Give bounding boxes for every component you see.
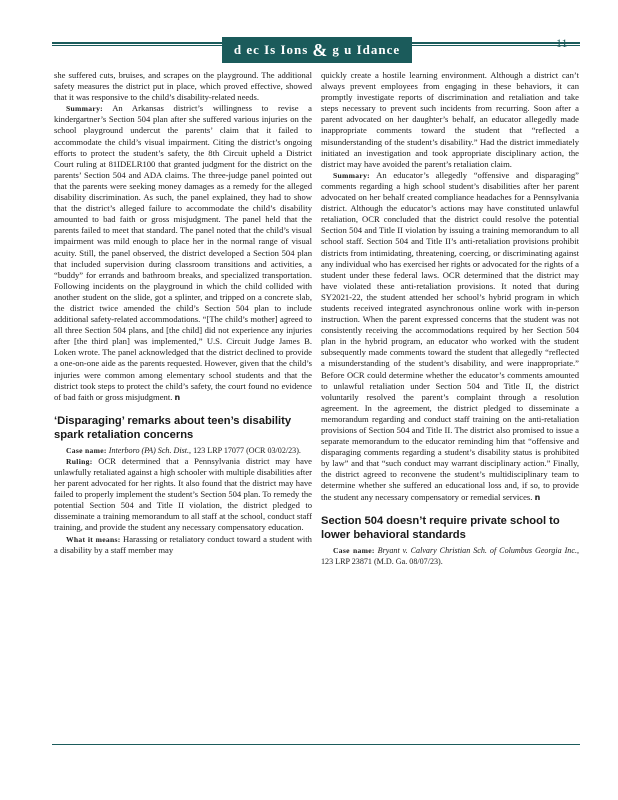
what-it-means-paragraph — [54, 534, 312, 556]
section-banner — [222, 37, 412, 63]
case-name-line — [54, 445, 312, 456]
banner-left-text: d ec Is Ions — [233, 42, 309, 57]
case-name: Bryant v. Calvary Christian Sch. of Columbus Georgia Inc. — [377, 545, 577, 555]
banner-right-text: g u Idance — [332, 42, 401, 57]
end-mark: n — [534, 492, 541, 502]
article-heading-section-504: Section 504 doesn’t require private school to lower behavioral standards — [321, 514, 560, 541]
what-it-means-label: What it means: — [66, 534, 121, 544]
summary-text: An Arkansas district’s willingness to revise a kindergartner’s Section 504 plan after she suffered various injuries on the school playground undercut the parents’ claim that it failed to accommodate the child’s visual impairment. Citing the district’s ongoing efforts to protect the student’s safety, the 8th Circuit upheld a District Court ruling at 81IDELR100 that granted judgment for the district on the parents’ Section 504 and ADA claims. The three-judge panel pointed out that the parents were seeking money damages as a remedy for the alleged disability discrimination. As such, the panel explained, they had to show that the district’s alleged failure to accommodate the child’s disability amounted to bad faith or gross misjudgment. The panel held that the parents failed to meet that standard. The panel noted that the child’s visual impairment was mild enough to place her in the normal range of visual acuity. Still, the panel observed, the district developed a Section 504 plan that included supervision during classroom transitions and activities, a “buddy” for errands and bathroom breaks, and specialized transportation. Following incidents on the playground in which the child collided with another student on the slide, got a splinter, and tripped on a concrete slab, the district twice amended the child’s Section 504 plan to include additional safety-related accommodations. “[The child’s mother] agreed to all three Section 504 plans, and [the child] did not experience any injuries after [the third plan] was implemented,” U.S. Circuit Judge James B. Loken wrote. The panel acknowledged that the district declined to provide a one-on-one aide as the parents requested. However, given that the child’s injuries were common among elementary school students and that the district took steps to protect the child’s safety, the court found no evidence of bad faith or gross misjudgment. — [54, 103, 312, 402]
case-name-line — [321, 545, 579, 567]
case-name-label: Case name: — [333, 545, 375, 555]
left-paragraph-1: she suffered cuts, bruises, and scrapes on the playground. The additional safety measures the district put in place, which proved effective, showed that it was responsive to the child’s disability-related needs. — [54, 70, 312, 103]
left-summary — [54, 103, 312, 403]
article-heading-disparaging: ‘Disparaging’ remarks about teen’s disability spark retaliation concerns — [54, 414, 292, 441]
ruling-text: OCR determined that a Pennsylvania district may have unlawfully retaliated against a high schooler with multiple disabilities after her parent advocated for her rights. It also found that the district may have failed to properly implement the student’s Section 504 plan. To remedy the potential Section 504 and Title II violation, the district pledged to disseminate a training memorandum to all staff at the school, conduct staff training, and provide the student any necessary compensatory education. — [54, 455, 312, 533]
case-name: Interboro (PA) Sch. Dist. — [108, 445, 190, 455]
footer-rule — [52, 744, 580, 745]
right-paragraph-1: quickly create a hostile learning environment. Although a district can’t always prevent employees from engaging in these behaviors, it can promptly investigate reports of discrimination and retaliation and take steps necessary to prevent such incidents from recurring. Soon after a parent advocated on her daughter’s behalf, an educator allegedly made inappropriate comments toward the student that “reflected a misunderstanding of the student’s disability.” Had the district immediately initiated an investigation and took appropriate disciplinary action, the district may have avoided the parent’s retaliation claim. — [321, 70, 579, 169]
left-column — [54, 70, 312, 556]
case-name-label: Case name: — [66, 445, 107, 455]
summary-label: Summary: — [66, 104, 103, 114]
case-citation: , 123 LRP 17077 (OCR 03/02/23). — [189, 445, 301, 455]
page-number: 11 — [556, 36, 568, 50]
summary-text: An educator’s allegedly “offensive and disparaging” comments regarding a high school student’s disabilities after her parent advocated on her behalf created compliance headaches for a Pennsylvania district. Although the educator’s actions may have constituted unlawful retaliation, OCR concluded that the district could resolve the potential Section 504 and Title II violation by issuing a training memorandum to all school staff. Section 504 and Title II’s anti-retaliation provisions prohibit districts from intimidating, threatening, coercing, or discriminating against any individual who has exercised her rights or advocated for the rights of a student under these federal laws. OCR determined that the district may have violated these anti-retaliation provisions. It noted that during SY2021-22, the student attended her school’s hybrid program in which students received integrated asynchronous online work with in-person instruction. When the parent expressed concerns that the student was not consistently receiving the accommodations required by her Section 504 plan in the hybrid program, an educator who worked with the student subsequently made comments toward the student that allegedly “reflected a misunderstanding of the student’s disability, and were inappropriate.” Before OCR could determine whether the educator’s comments amounted to unlawful retaliation under Section 504 and Title II, the district voluntarily resolved the parent’s complaint through a resolution agreement. In the agreement, the district pledged to disseminate a memorandum regarding and conduct staff training on the anti-retaliation provisions of Section 504 and Title II. The district also promised to issue a separate memorandum to the educator reminding him that “offensive and disparaging comments regarding a student’s disability status is prohibited by law” and that “such conduct may warrant disciplinary action.” Finally, the district agreed to reconvene the student’s multidisciplinary team to determine whether she suffered an educational loss and, if so, to provide the student any necessary compensatory or remedial services. — [321, 169, 579, 502]
ruling-paragraph — [54, 456, 312, 534]
banner-ampersand: & — [312, 39, 329, 60]
end-mark: n — [174, 392, 181, 402]
what-it-means-text: Harassing or retaliatory conduct toward a student with a disability by a staff member may — [54, 533, 312, 555]
right-column — [321, 70, 579, 567]
summary-label: Summary: — [333, 170, 370, 180]
right-summary — [321, 170, 579, 503]
ruling-label: Ruling: — [66, 456, 93, 466]
case-citation: , 123 LRP 23871 (M.D. Ga. 08/07/23). — [321, 545, 580, 566]
